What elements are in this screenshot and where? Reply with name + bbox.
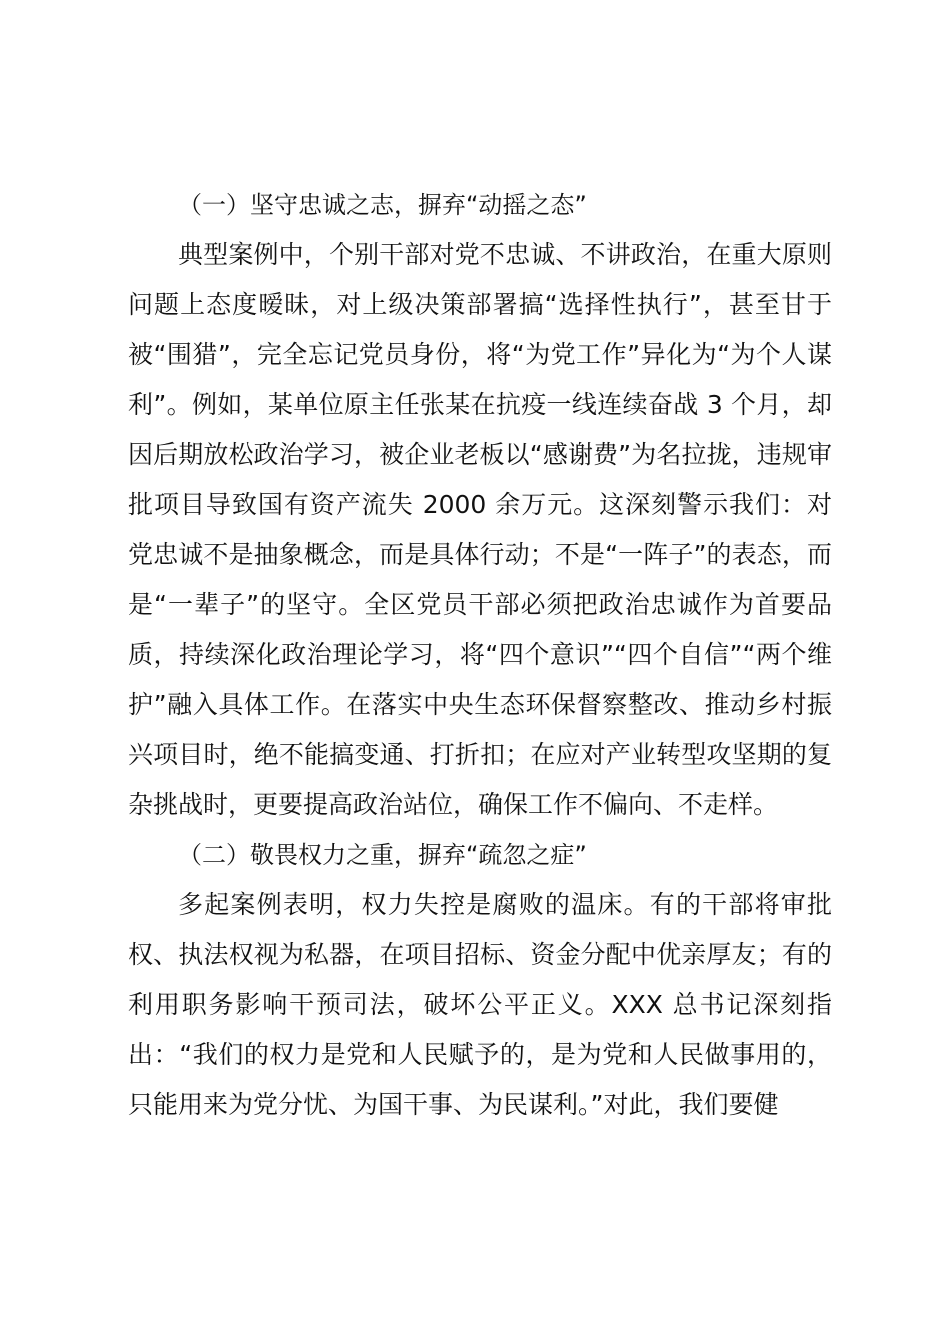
document-body	[128, 180, 832, 1130]
section-paragraph-1: 典型案例中，个别干部对党不忠诚、不讲政治，在重大原则问题上态度暧昧，对上级决策部署搞“选择性执行”，甚至甘于被“围猎”，完全忘记党员身份，将“为党工作”异化为“为个人谋利”。例如，某单位原主任张某在抗疫一线连续奋战 3 个月，却因后期放松政治学习，被企业老板以“感谢费”为名拉拢，违规审批项目导致国有资产流失 2000 余万元。这深刻警示我们：对党忠诚不是抽象概念，而是具体行动；不是“一阵子”的表态，而是“一辈子”的坚守。全区党员干部必须把政治忠诚作为首要品质，持续深化政治理论学习，将“四个意识”“四个自信”“两个维护”融入具体工作。在落实中央生态环保督察整改、推动乡村振兴项目时，绝不能搞变通、打折扣；在应对产业转型攻坚期的复杂挑战时，更要提高政治站位，确保工作不偏向、不走样。	[128, 240, 832, 819]
section-paragraph-2: 多起案例表明，权力失控是腐败的温床。有的干部将审批权、执法权视为私器，在项目招标、资金分配中优亲厚友；有的利用职务影响干预司法，破坏公平正义。XXX 总书记深刻指出：“我们的权力是党和人民赋予的，是为党和人民做事用的，只能用来为党分忧、为国干事、为民谋利。”对此，我们要健	[128, 890, 832, 1119]
section-heading-1: （一）坚守忠诚之志，摒弃“动摇之态”	[178, 191, 587, 219]
section-heading-2: （二）敬畏权力之重，摒弃“疏忽之症”	[178, 841, 587, 869]
